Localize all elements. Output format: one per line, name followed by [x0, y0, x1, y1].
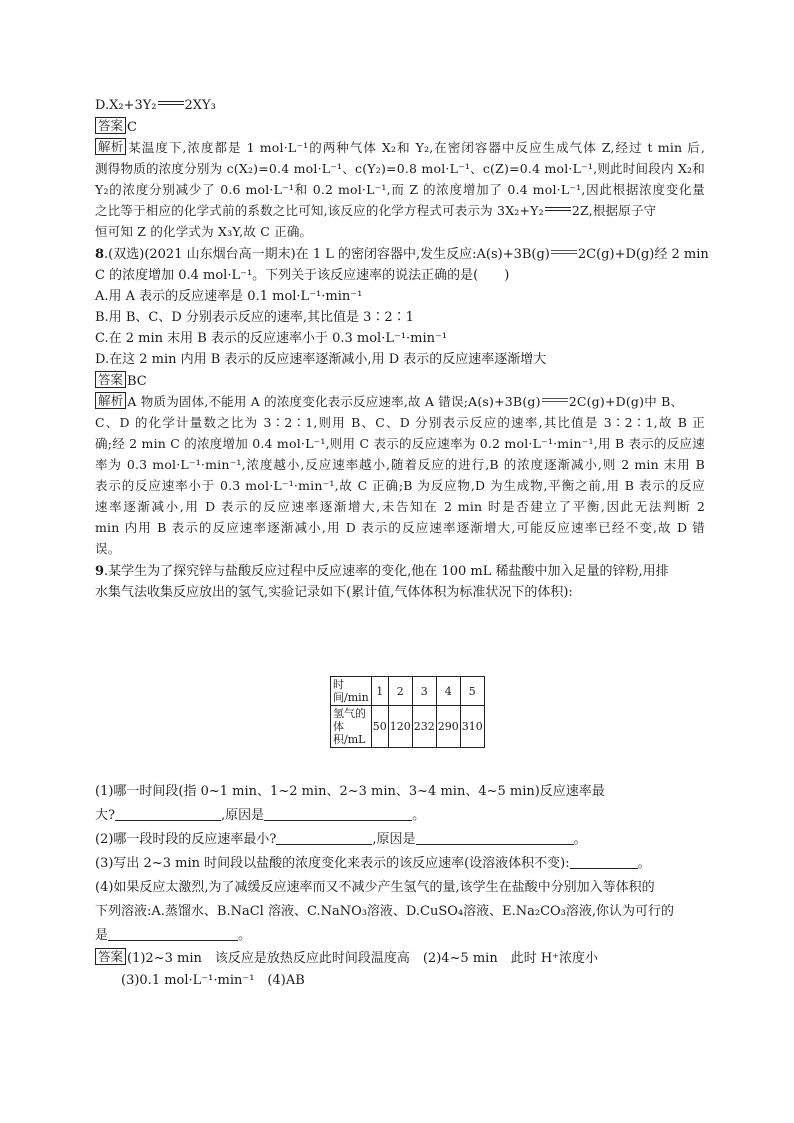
answer-blank[interactable] — [264, 806, 412, 821]
q8-option-b: B.用 B、C、D 分别表示反应的速率,其比值是 3∶2∶1 — [95, 310, 414, 325]
q8-analysis-line-4: 率为 0.3 mol·L⁻¹·min⁻¹,浓度越小,反应速率越小,随着反应的进行,B 的浓度逐渐减小,则 2 min 末用 B — [95, 457, 705, 472]
table-cell: 3 — [412, 677, 436, 706]
q8-analysis-line-5: 表示的反应速率小于 0.3 mol·L⁻¹·min⁻¹,故 C 正确;B 为反应物,D 为生成物,平衡之前,用 B 表示的反应 — [95, 478, 705, 493]
q8-stem-text-1b: 2C(g)+D(g)经 2 min — [577, 247, 709, 262]
q9-sub2-reason: ,原因是 — [372, 832, 416, 847]
q8-number: 8 — [95, 247, 105, 262]
answer-blank[interactable] — [570, 854, 638, 869]
q8-answer-value: BC — [127, 374, 147, 389]
q7-analysis-line-3: Y₂的浓度分别减少了 0.6 mol·L⁻¹和 0.2 mol·L⁻¹,而 Z 的浓度增加了 0.4 mol·L⁻¹,因此根据浓度变化量 — [95, 182, 705, 197]
q9-sub3-text: (3)写出 2~3 min 时间段以盐酸的浓度变化来表示的该反应速率(设溶液体积不变): — [95, 856, 570, 871]
q9-sub2-end: 。 — [573, 832, 587, 847]
q9-sub1-line-2 — [95, 804, 705, 828]
q9-sub4-end: 。 — [238, 928, 252, 943]
table-cell: 2 — [388, 677, 412, 706]
q7-analysis-line-1 — [95, 138, 705, 158]
q9-sub1-line-1: (1)哪一时间段(指 0~1 min、1~2 min、2~3 min、3~4 min、4~5 min)反应速率最 — [95, 784, 605, 799]
q8-option-c: C.在 2 min 末用 B 表示的反应速率小于 0.3 mol·L⁻¹·min⁻¹ — [95, 331, 448, 346]
table-cell: 232 — [412, 706, 436, 748]
q8-option-a: A.用 A 表示的反应速率是 0.1 mol·L⁻¹·min⁻¹ — [95, 289, 363, 304]
table-cell: 4 — [436, 677, 460, 706]
document-page — [95, 96, 709, 988]
q9-sub2-line — [95, 828, 705, 852]
hydrogen-volume-table — [330, 676, 485, 748]
q9-stem-text-1: .某学生为了探究锌与盐酸反应过程中反应速率的变化,他在 100 mL 稀盐酸中加入足量的锌粉,用排 — [104, 564, 669, 579]
table-cell: 5 — [460, 677, 484, 706]
table-cell: 50 — [371, 706, 388, 748]
q8-analysis-text-1: A 物质为固体,不能用 A 的浓度变化表示反应速率,故 A 错误;A(s)+3B(g) — [127, 394, 541, 409]
table-header-time: 时间/min — [331, 677, 372, 706]
q7-answer — [95, 117, 705, 137]
q8-stem-text-1: .(双选)(2021 山东烟台高一期末)在 1 L 的密闭容器中,发生反应:A(s)+3B(g) — [104, 247, 550, 262]
q7-analysis-text-4: 之比等于相应的化学式前的系数之比可知,该反应的化学方程式可表示为 3X₂+Y₂ — [95, 203, 544, 218]
table-row-time — [331, 677, 485, 706]
q9-answer-text-1: (1)2~3 min 该反应是放热反应此时间段温度高 (2)4~5 min 此时 H⁺浓度小 — [127, 951, 599, 966]
equals-sign-icon — [158, 100, 184, 106]
reversible-arrow-icon — [551, 249, 577, 255]
q8-option-d: D.在这 2 min 内用 B 表示的反应速率逐渐减小,用 D 表示的反应速率逐渐增大 — [95, 352, 547, 367]
q8-analysis-line-7: min 内用 B 表示的反应速率逐渐减小,用 D 表示的反应速率逐渐增大,可能反应速率已经不变,故 D 错 — [95, 520, 705, 535]
q7-analysis-eq-tail: 2Z,根据原子守 — [571, 203, 657, 218]
q8-analysis-line-3: 确;经 2 min C 的浓度增加 0.4 mol·L⁻¹,则用 C 表示的反应速率为 0.2 mol·L⁻¹·min⁻¹,用 B 表示的反应速 — [95, 436, 705, 451]
q9-sub4-line-3 — [95, 924, 705, 948]
answer-tag: 答案 — [95, 948, 126, 965]
q7-analysis-line-5: 恒可知 Z 的化学式为 X₃Y,故 C 正确。 — [95, 224, 313, 239]
q7-analysis-line-4 — [95, 201, 705, 221]
q8-analysis-line-2: C、D 的化学计量数之比为 3∶2∶1,则用 B、C、D 分别表示反应的速率,其比值是 3∶2∶1,故 B 正 — [95, 415, 705, 430]
q7-analysis-text-1: 某温度下,浓度都是 1 mol·L⁻¹的两种气体 X₂和 Y₂,在密闭容器中反应生成气体 Z,经过 t min 后, — [127, 140, 705, 155]
table-cell: 310 — [460, 706, 484, 748]
q9-sub1-reason: ,原因是 — [220, 808, 265, 823]
q9-sub1-text: 大? — [95, 808, 115, 823]
q9-sub4-line-2: 下列溶液:A.蒸馏水、B.NaCl 溶液、C.NaNO₃溶液、D.CuSO₄溶液、E.Na₂CO₃溶液,你认为可行的 — [95, 904, 675, 919]
q8-stem-line-2: C 的浓度增加 0.4 mol·L⁻¹。下列关于该反应速率的说法正确的是( ) — [95, 268, 510, 283]
q9-sub4-line-1: (4)如果反应太激烈,为了减缓反应速率而又不减少产生氢气的量,该学生在盐酸中分别加入等体积的 — [95, 880, 655, 895]
q9-sub4-text: 是 — [95, 928, 109, 943]
table-header-volume: 氢气的体积/mL — [331, 706, 372, 748]
analysis-tag: 解析 — [95, 392, 126, 409]
answer-tag: 答案 — [95, 371, 126, 388]
q9-sub3-line — [95, 852, 705, 876]
q7-option-d — [95, 96, 705, 116]
q9-sub-questions — [95, 780, 705, 992]
q7-analysis-line-2: 测得物质的浓度分别为 c(X₂)=0.4 mol·L⁻¹、c(Y₂)=0.8 mol·L⁻¹、c(Z)=0.4 mol·L⁻¹,则此时间段内 X₂和 — [95, 161, 705, 176]
answer-blank[interactable] — [276, 830, 372, 845]
q9-answer-line-1 — [95, 948, 705, 970]
answer-blank[interactable] — [416, 830, 574, 845]
q9-sub2-text: (2)哪一段时段的反应速率最小? — [95, 832, 277, 847]
q7-option-d-reactants: D.X₂+3Y₂ — [95, 98, 157, 113]
q8-answer — [95, 371, 705, 391]
q9-answer-line-2: (3)0.1 mol·L⁻¹·min⁻¹ (4)AB — [121, 973, 305, 988]
table-cell: 290 — [436, 706, 460, 748]
q9-number: 9 — [95, 564, 105, 579]
q9-sub1-end: 。 — [412, 808, 426, 823]
answer-blank[interactable] — [108, 926, 238, 941]
q7-option-d-product: 2XY₃ — [184, 98, 216, 113]
table-cell: 1 — [371, 677, 388, 706]
q9-stem-line-2: 水集气法收集反应放出的氢气,实验记录如下(累计值,气体体积为标准状况下的体积): — [95, 585, 573, 600]
table-row-volume — [331, 706, 485, 748]
q8-analysis-line-8: 误。 — [95, 541, 121, 556]
q8-analysis-line-1 — [95, 392, 705, 412]
reversible-arrow-icon — [542, 397, 568, 403]
answer-tag: 答案 — [95, 117, 126, 134]
equals-sign-icon — [545, 206, 571, 212]
q8-stem-line-1 — [95, 245, 709, 265]
q9-stem-line-1 — [95, 562, 705, 582]
table-cell: 120 — [388, 706, 412, 748]
q8-analysis-text-1b: 2C(g)+D(g)中 B、 — [568, 394, 684, 409]
analysis-tag: 解析 — [95, 138, 126, 155]
q8-analysis-line-6: 速率逐渐减小,用 D 表示的反应速率逐渐增大,未告知在 2 min 时是否建立了平衡,因此无法判断 2 — [95, 499, 705, 514]
q9-sub3-end: 。 — [637, 856, 651, 871]
q7-answer-value: C — [127, 120, 137, 135]
answer-blank[interactable] — [115, 806, 221, 821]
